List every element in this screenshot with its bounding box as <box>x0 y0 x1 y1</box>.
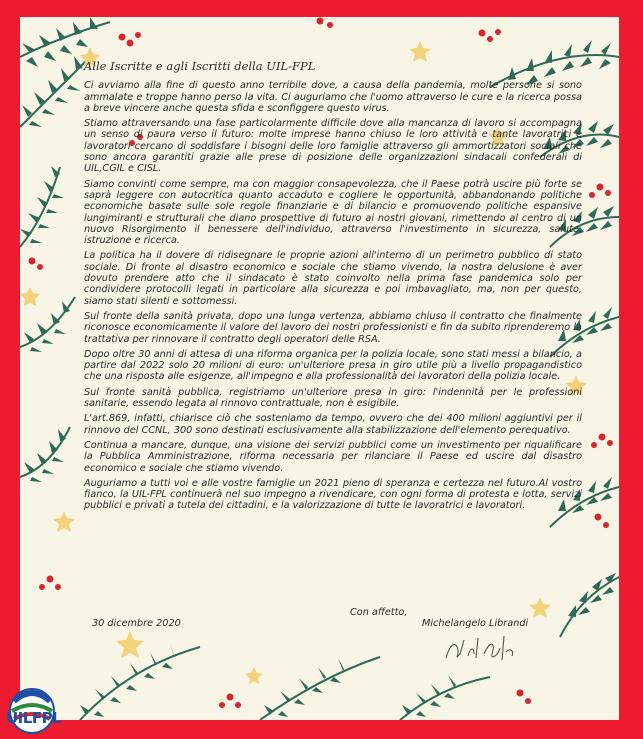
paragraph-7: Sul fronte sanità pubblica, registriamo un'ulteriore presa in giro: l'indennità per le professioni sanitarie, essendo legata al rinnovo contrattuale, non è esigibile. <box>84 386 582 410</box>
paragraph-5: Sul fronte della sanità privata, dopo una lunga vertenza, abbiamo chiuso il contratto che finalmente riconosce economicamente il valore del lavoro dei nostri professionisti e fin da subito riprenderemo la trattativa per rinnovare il contratto degli operatori delle RSA. <box>84 310 582 345</box>
paragraph-6: Dopo oltre 30 anni di attesa di una riforma organica per la polizia locale, sono stati messi a bilancio, a partire dal 2022 solo 20 milioni di euro: un'ulteriore presa in giro utile più a livello propagandistico che una risposta alle esigenze, all'impegno e alla professionalità dei lavoratori della polizia locale. <box>84 348 582 383</box>
paragraph-1: Ci avviamo alla fine di questo anno terribile dove, a causa della pandemia, molte persone si sono ammalate e troppe hanno perso la vita. Ci auguriamo che l'uomo attraverso le cure e la ricerca possa a breve vincere anche questa sfida e sconfiggere questo virus. <box>84 80 582 114</box>
letter-signer: Michelangelo Librandi <box>422 618 529 629</box>
letter-date: 30 dicembre 2020 <box>92 618 181 629</box>
paragraph-4: La politica ha il dovere di ridisegnare le proprie azioni all'interno di un perimetro pubblico di stato sociale. Di fronte al disastro economico e sociale che stiamo vivendo, la nostra delusione è aver dovuto prendere atto che il sindacato è stato coinvolto nella prima fase pandemica solo per condividere protocolli legati in particolare alla sicurezza e poi imbavagliato, ma, non per questo, siamo stati silenti e sottomessi. <box>84 250 582 307</box>
paragraph-8: L'art.869, infatti, chiarisce ciò che sosteniamo da tempo, ovvero che dei 400 milioni aggiuntivi per il rinnovo del CCNL, 300 sono destinati esclusivamente alla stabilizzazione dell'elemento perequativo. <box>84 413 582 436</box>
paragraph-10: Auguriamo a tutti voi e alle vostre famiglie un 2021 pieno di speranza e certezza nel futuro.Al vostro fianco, la UIL-FPL continuerà nel suo impegno a rivendicare, con ogni forma di protesta e lotta, servizi pubblici e privati a tutela dei cittadini, e la valorizzazione di tutte le lavoratrici e lavoratori. <box>84 477 582 512</box>
letter-paper <box>20 17 619 720</box>
letter-closing: Con affetto, <box>350 607 408 618</box>
letter-salutation: Alle Iscritte e agli Iscritti della UIL-FPL <box>84 59 316 73</box>
letter-body <box>84 61 582 516</box>
paragraph-2: Stiamo attraversando una fase particolarmente difficile dove alla mancanza di lavoro si accompagna un senso di paura verso il futuro: molte imprese hanno chiuso le loro attività e tante lavoratrici e lavoratori cercano di soddisfare i bisogni delle loro famiglie attraverso gli ammortizzatori sociali che sono ancora garantiti grazie alle prese di posizione delle organizzazioni sindacali confederali di UIL,CGIL e CISL. <box>84 118 582 175</box>
paragraph-9: Continua a mancare, dunque, una visione dei servizi pubblici come un investimento per riqualificare la Pubblica Amministrazione, riforma necessaria per rilanciare il Paese ed uscire dal disastro economico e sociale che stiamo vivendo. <box>84 439 582 474</box>
paragraph-3: Siamo convinti come sempre, ma con maggior consapevolezza, che il Paese potrà uscire più forte se saprà leggere con autocritica quanto accaduto e cogliere le opportunità, abbandonando politiche economiche basate sulle sole regole finanziarie e di bilancio e promuovendo politiche espansive lungimiranti e strutturali che diano prospettive di futuro ai nostri giovani, rimettendo al centro di un nuovo Risorgimento il benessere dell'individuo, attraverso l'investimento in sicurezza, salute, istruzione e ricerca. <box>84 178 582 247</box>
logo-text: UILFPL <box>6 709 62 727</box>
handwritten-signature <box>440 630 520 666</box>
